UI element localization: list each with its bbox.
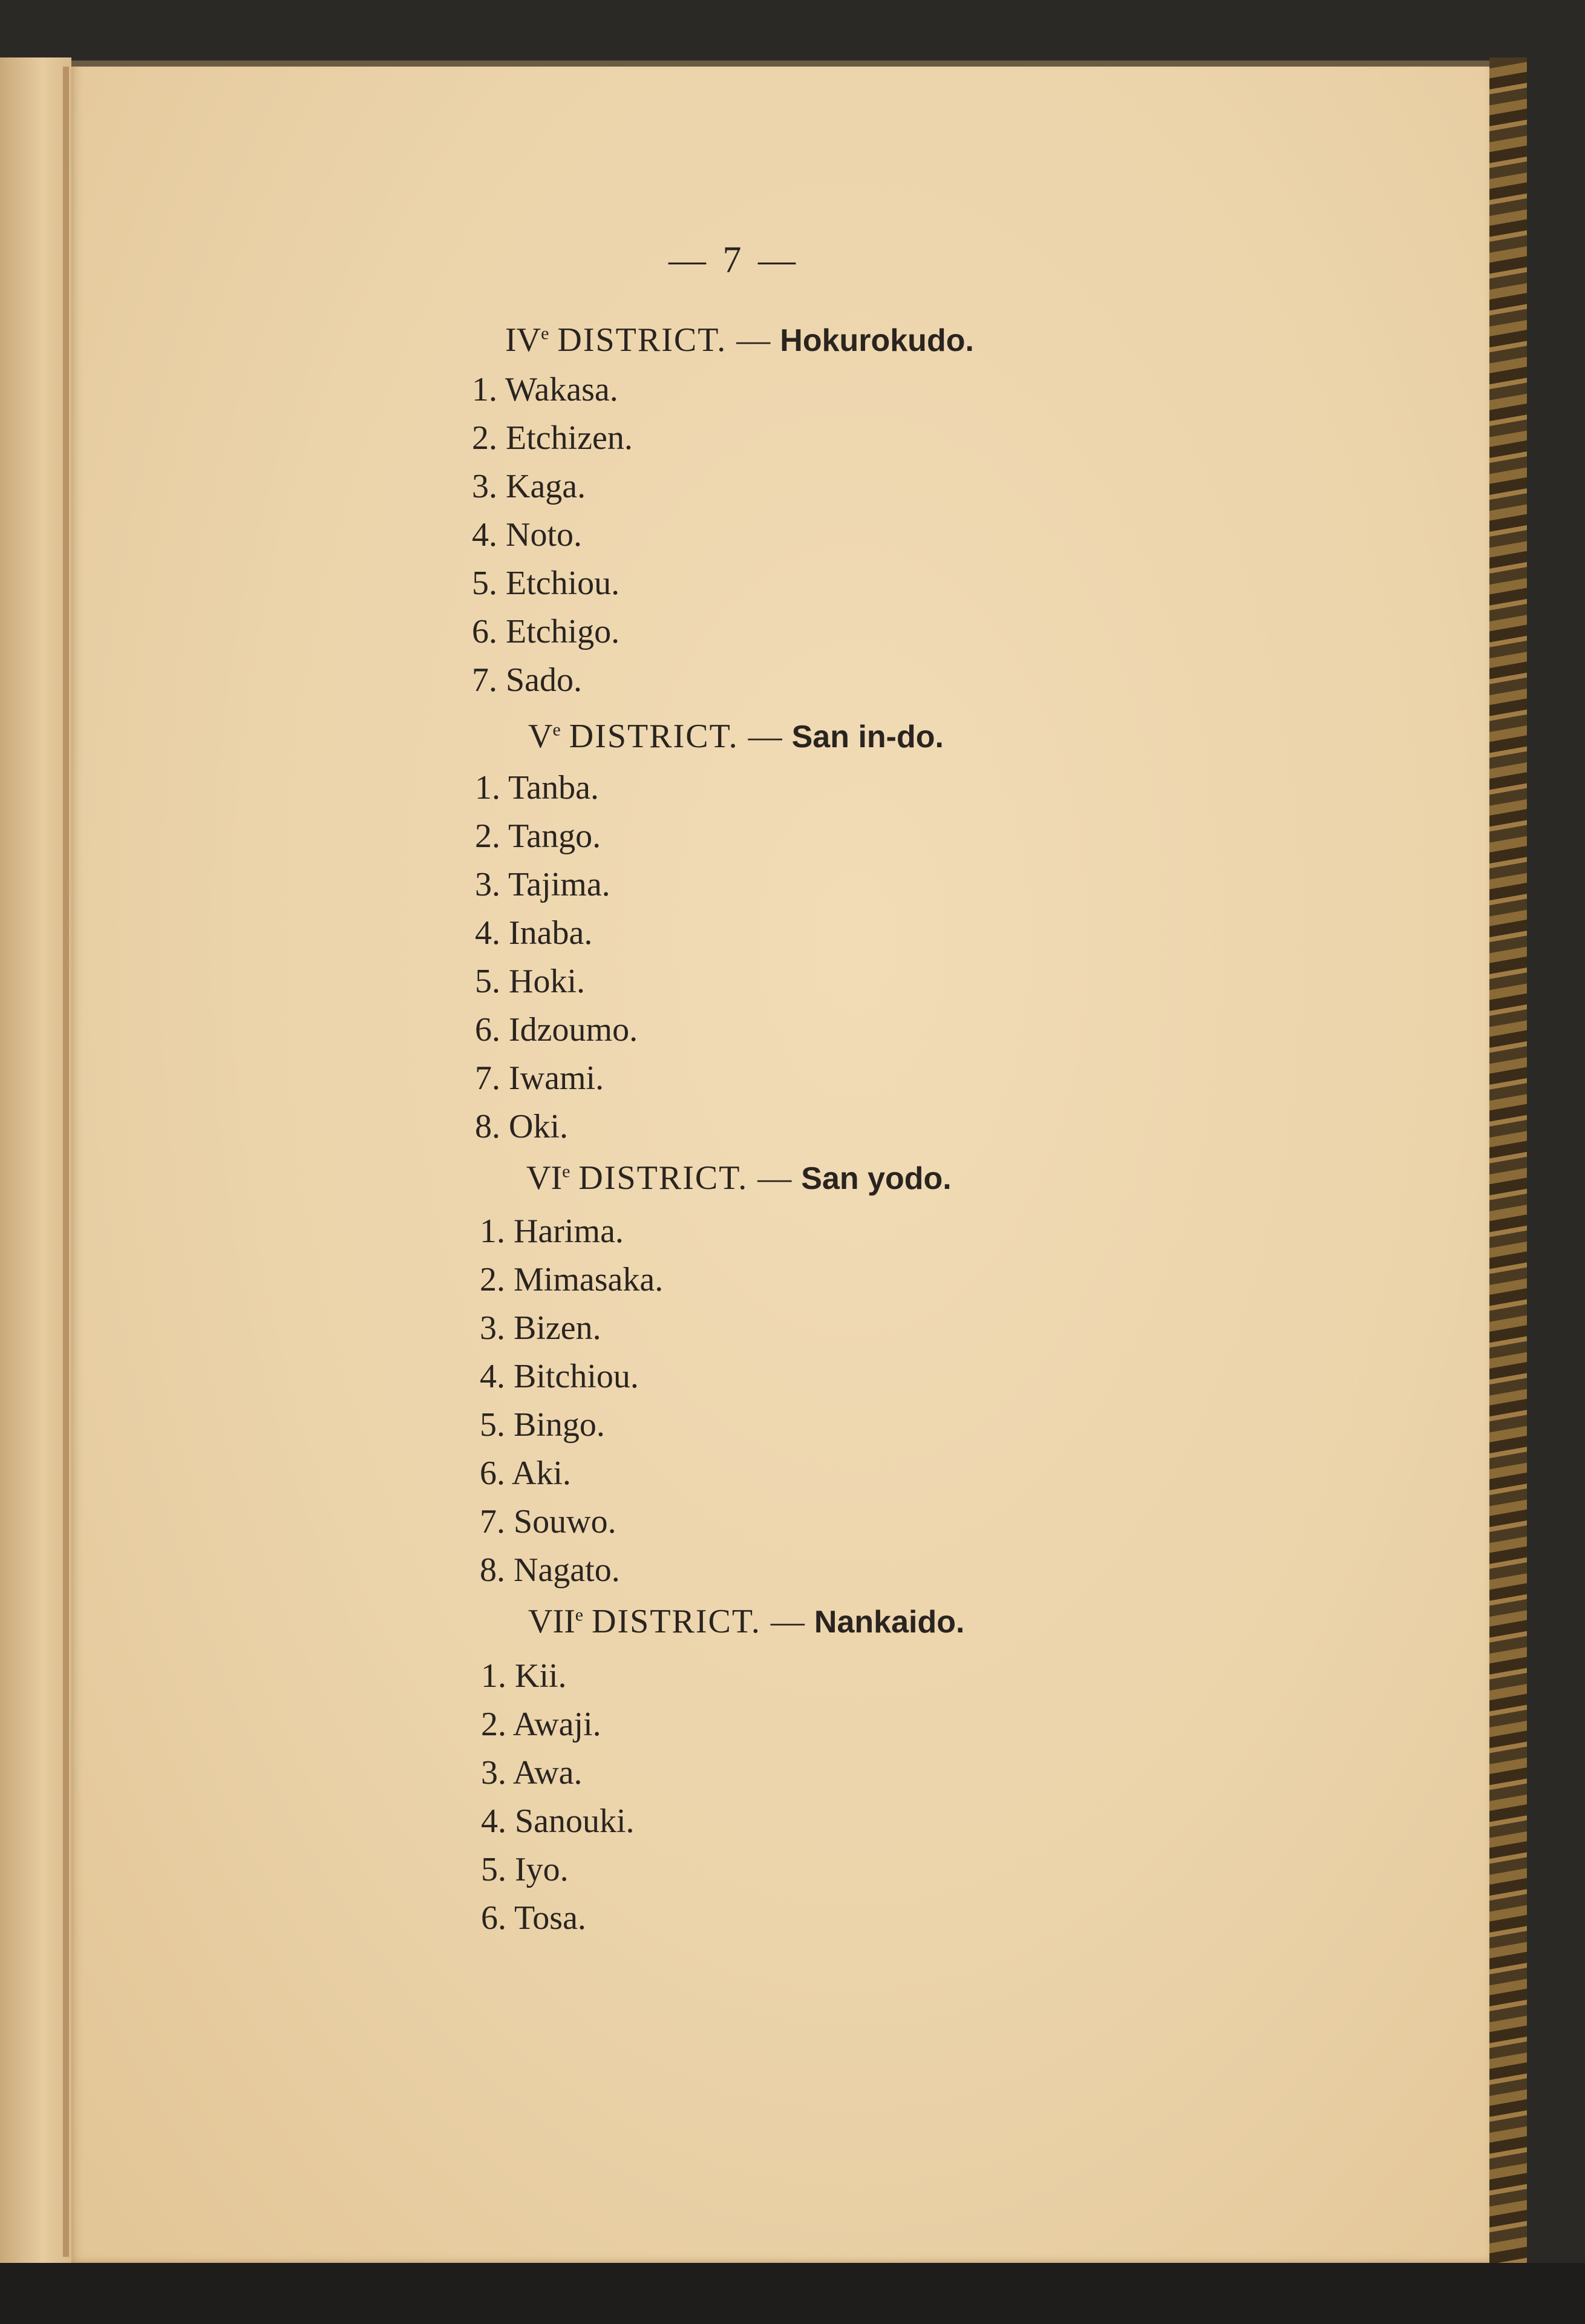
list-item: 6. Etchigo. bbox=[472, 613, 620, 650]
list-item: 3. Kaga. bbox=[472, 468, 586, 505]
list-item: 7. Sado. bbox=[472, 661, 582, 699]
list-item: 6. Aki. bbox=[480, 1455, 571, 1492]
list-item: 8. Oki. bbox=[475, 1108, 568, 1145]
list-item: 5. Iyo. bbox=[481, 1851, 569, 1888]
list-item: 2. Etchizen. bbox=[472, 419, 633, 457]
list-item: 3. Awa. bbox=[481, 1754, 583, 1792]
list-item: 5. Bingo. bbox=[480, 1406, 605, 1444]
heading-roman: VI bbox=[526, 1159, 563, 1197]
heading-label: DISTRICT. — bbox=[557, 321, 772, 359]
heading-sup: e bbox=[541, 323, 549, 344]
heading-label: DISTRICT. — bbox=[569, 718, 783, 755]
list-item: 7. Iwami. bbox=[475, 1059, 604, 1097]
heading-district-name: Nankaido. bbox=[814, 1605, 965, 1640]
list-item: 2. Awaji. bbox=[481, 1706, 601, 1743]
list-item: 4. Inaba. bbox=[475, 914, 593, 952]
heading-label: DISTRICT. — bbox=[578, 1159, 793, 1197]
list-item: 8. Nagato. bbox=[480, 1551, 620, 1589]
section-heading-iv bbox=[505, 321, 974, 359]
heading-label: DISTRICT. — bbox=[592, 1603, 806, 1640]
heading-district-name: San in-do. bbox=[791, 719, 944, 754]
list-item: 1. Kii. bbox=[481, 1657, 567, 1695]
list-item: 5. Etchiou. bbox=[472, 565, 620, 602]
list-item: 2. Tango. bbox=[475, 817, 601, 855]
book-spine bbox=[1489, 57, 1527, 2266]
heading-roman: IV bbox=[505, 321, 541, 359]
page-number: — 7 — bbox=[668, 240, 799, 281]
section-heading-v bbox=[528, 717, 944, 756]
gutter-shadow bbox=[63, 67, 69, 2257]
list-item: 4. Bitchiou. bbox=[480, 1358, 639, 1395]
left-page-edge bbox=[0, 57, 71, 2263]
heading-sup: e bbox=[575, 1605, 584, 1625]
page-top-edge bbox=[71, 61, 1493, 67]
list-item: 7. Souwo. bbox=[480, 1503, 616, 1540]
section-heading-vii bbox=[528, 1602, 964, 1641]
list-item: 1. Wakasa. bbox=[472, 371, 618, 408]
list-item: 6. Tosa. bbox=[481, 1899, 586, 1937]
list-item: 2. Mimasaka. bbox=[480, 1261, 664, 1298]
scan-background bbox=[0, 2263, 1585, 2324]
list-item: 1. Tanba. bbox=[475, 769, 599, 807]
heading-district-name: San yodo. bbox=[801, 1161, 952, 1196]
heading-sup: e bbox=[552, 719, 561, 740]
heading-sup: e bbox=[562, 1161, 570, 1182]
list-item: 4. Sanouki. bbox=[481, 1802, 635, 1840]
list-item: 1. Harima. bbox=[480, 1213, 624, 1250]
list-item: 3. Bizen. bbox=[480, 1309, 601, 1347]
list-item: 6. Idzoumo. bbox=[475, 1011, 638, 1049]
heading-district-name: Hokurokudo. bbox=[780, 323, 974, 358]
list-item: 4. Noto. bbox=[472, 516, 582, 554]
list-item: 5. Hoki. bbox=[475, 963, 585, 1000]
section-heading-vi bbox=[526, 1159, 952, 1197]
heading-roman: VII bbox=[528, 1603, 575, 1640]
heading-roman: V bbox=[528, 718, 553, 755]
list-item: 3. Tajima. bbox=[475, 866, 610, 903]
